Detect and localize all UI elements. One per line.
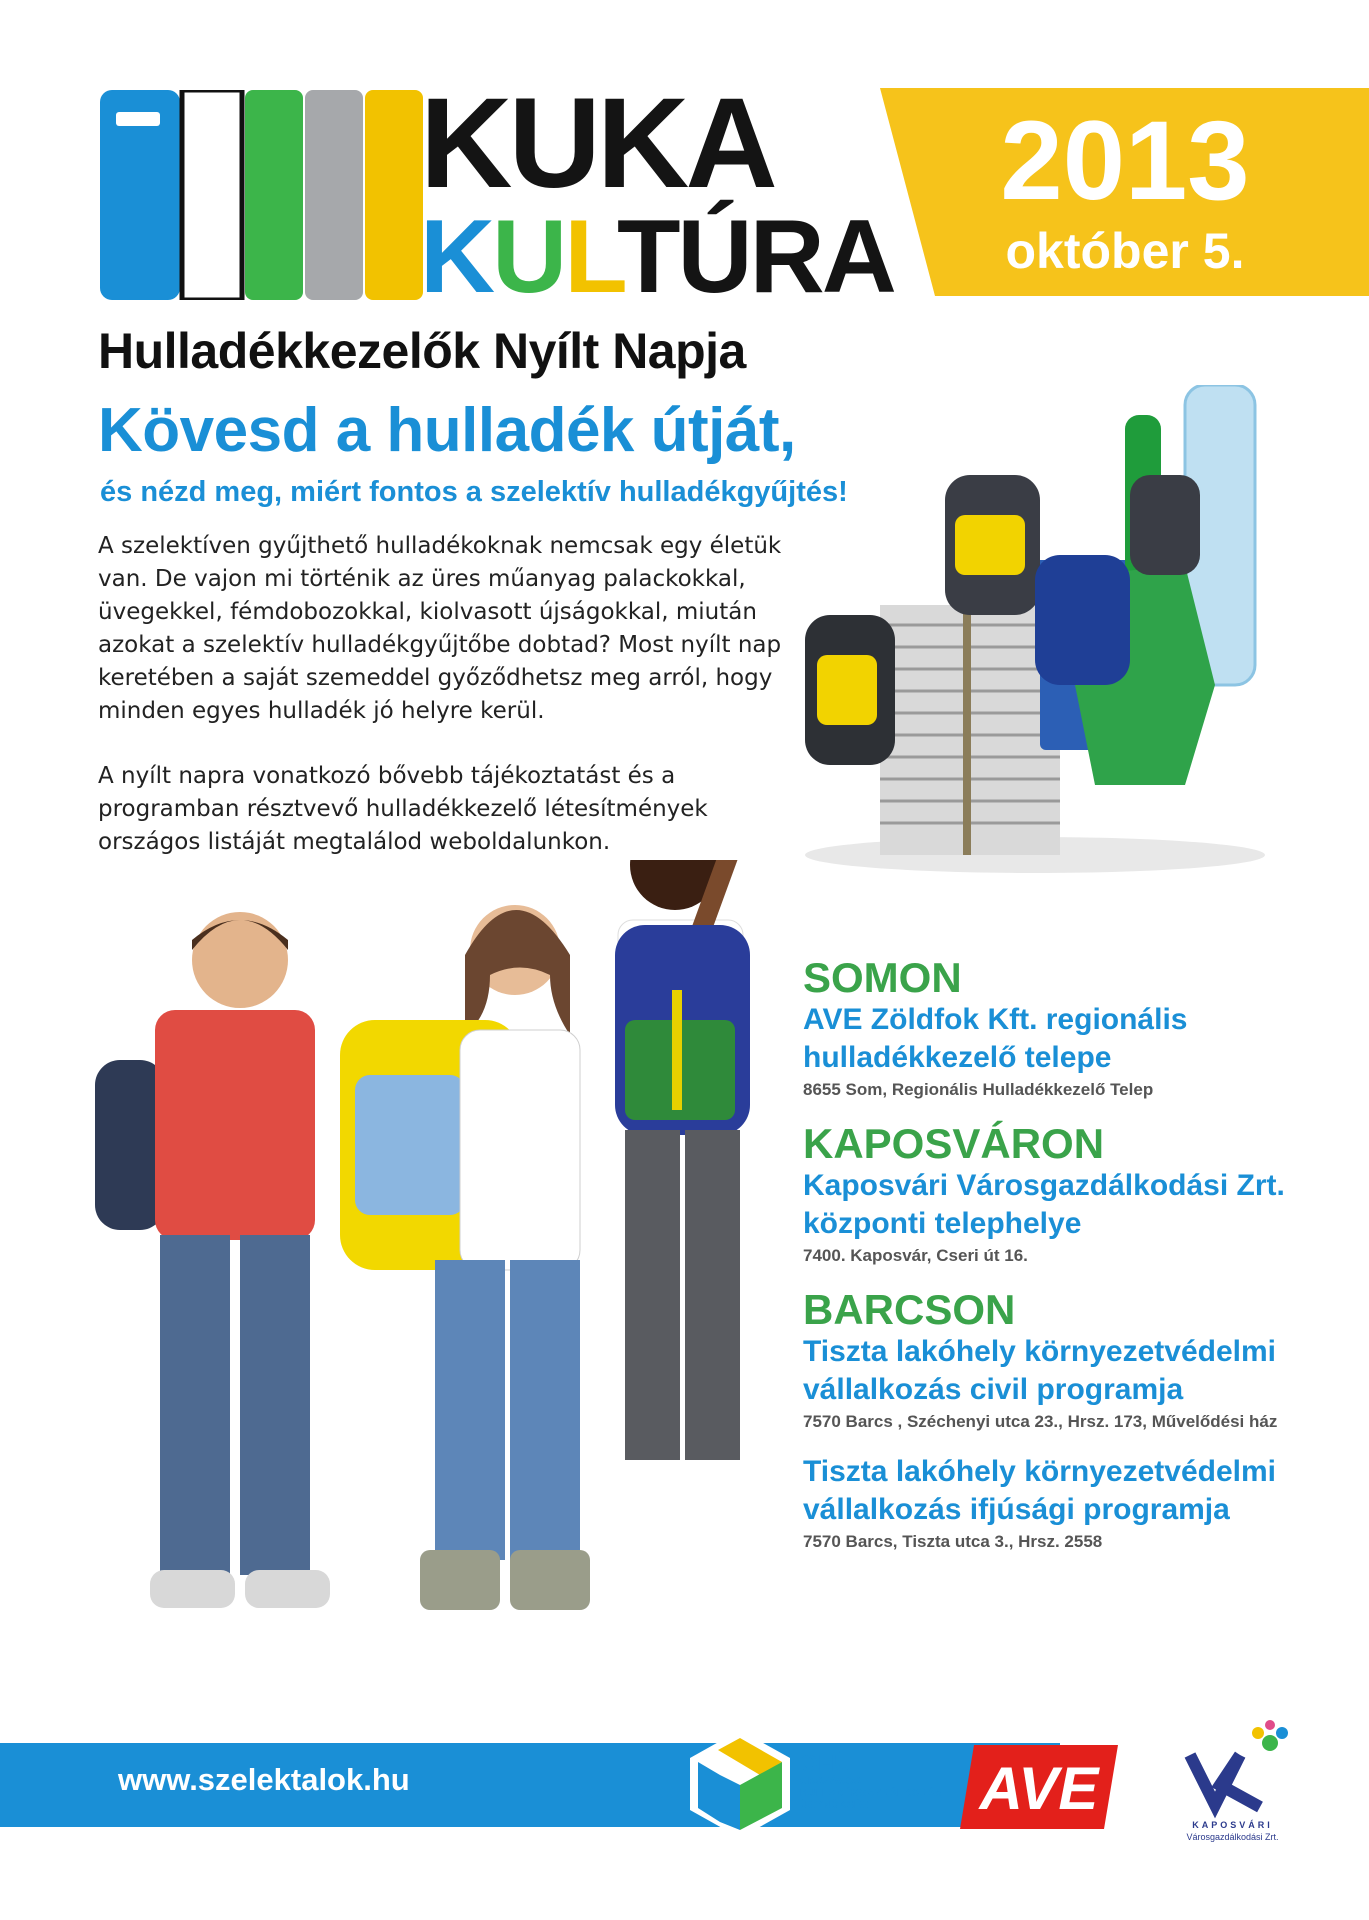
boy-red-shirt [95, 912, 330, 1608]
kuka-bins-logo [100, 90, 430, 300]
location-name: Kaposvári Városgazdálkodási Zrt. központi telephelye [803, 1169, 1285, 1240]
tagline: és nézd meg, miért fontos a szelektív hulladékgyűjtés! [100, 476, 848, 508]
girl-yellow-backpack [340, 905, 590, 1610]
event-day: október 5. [1005, 223, 1245, 279]
intro-paragraph-2: A nyílt napra vonatkozó bővebb tájékoztatást és a programban résztvevő hulladékkezelő létesítmények országos listáját megtalálod weboldalunkon. [98, 763, 708, 855]
website-link[interactable]: www.szelektalok.hu [118, 1762, 410, 1797]
intro-paragraph-1: A szelektíven gyűjthető hulladékoknak nemcsak egy életük van. De vajon mi történik az üres műanyag palackokkal, üvegekkel, fémdobozokkal, kiolvasott újságokkal, miután azokat a szelektív hulladékgyűjtőbe dobtad? Most nyílt nap keretében a saját szemeddel győződhetsz meg arról, hogy minden egyes hulladék jó helyre kerül. [98, 533, 782, 724]
location-barcson-ifjusagi [803, 1453, 1323, 1553]
kaposvari-logo-icon [1160, 1715, 1305, 1820]
event-subtitle: Hulladékkezelők Nyílt Napja [98, 323, 746, 379]
ohu-logo-icon [690, 1730, 790, 1838]
svg-text:AVE: AVE [979, 1755, 1099, 1822]
boy-pointing [615, 860, 760, 1460]
location-address: 7570 Barcs, Tiszta utca 3., Hrsz. 2558 [803, 1532, 1103, 1551]
logo-kultura: KULTÚRA [420, 199, 894, 315]
location-address: 7400. Kaposvár, Cseri út 16. [803, 1246, 1028, 1265]
newspaper-stack [880, 605, 1060, 855]
ave-logo [960, 1745, 1118, 1829]
location-kaposvaron [803, 1121, 1323, 1267]
location-town: BARCSON [803, 1286, 1016, 1333]
logo-kuka: KUKA [420, 72, 774, 215]
location-town: SOMON [803, 954, 962, 1001]
location-name: Tiszta lakóhely környezetvédelmi vállalkozás ifjúsági programja [803, 1455, 1276, 1526]
location-name: AVE Zöldfok Kft. regionális hulladékkezelő telepe [803, 1003, 1188, 1074]
headline: Kövesd a hulladék útját, [98, 396, 796, 465]
event-year: 2013 [1000, 98, 1250, 223]
locations-list [803, 955, 1323, 1573]
intro-text [98, 530, 798, 891]
location-somon [803, 955, 1323, 1101]
location-town: KAPOSVÁRON [803, 1120, 1105, 1167]
location-address: 8655 Som, Regionális Hulladékkezelő Telep [803, 1080, 1154, 1099]
location-barcson-civil [803, 1287, 1323, 1433]
kaposvari-logo-sub: Városgazdálkodási Zrt. [1186, 1832, 1279, 1842]
kaposvari-logo-name: KAPOSVÁRI [1192, 1820, 1273, 1830]
ohu-logo-text: OHÜ ORSZÁGOS HULLADÉKGAZDÁLKODÁSI ÜGYNÖKSÉG [800, 1750, 946, 1811]
location-name: Tiszta lakóhely környezetvédelmi vállalkozás civil programja [803, 1335, 1276, 1406]
location-address: 7570 Barcs , Széchenyi utca 23., Hrsz. 173, Művelődési ház [803, 1412, 1278, 1431]
children-illustration [90, 860, 810, 1680]
recyclables-illustration [785, 385, 1285, 885]
